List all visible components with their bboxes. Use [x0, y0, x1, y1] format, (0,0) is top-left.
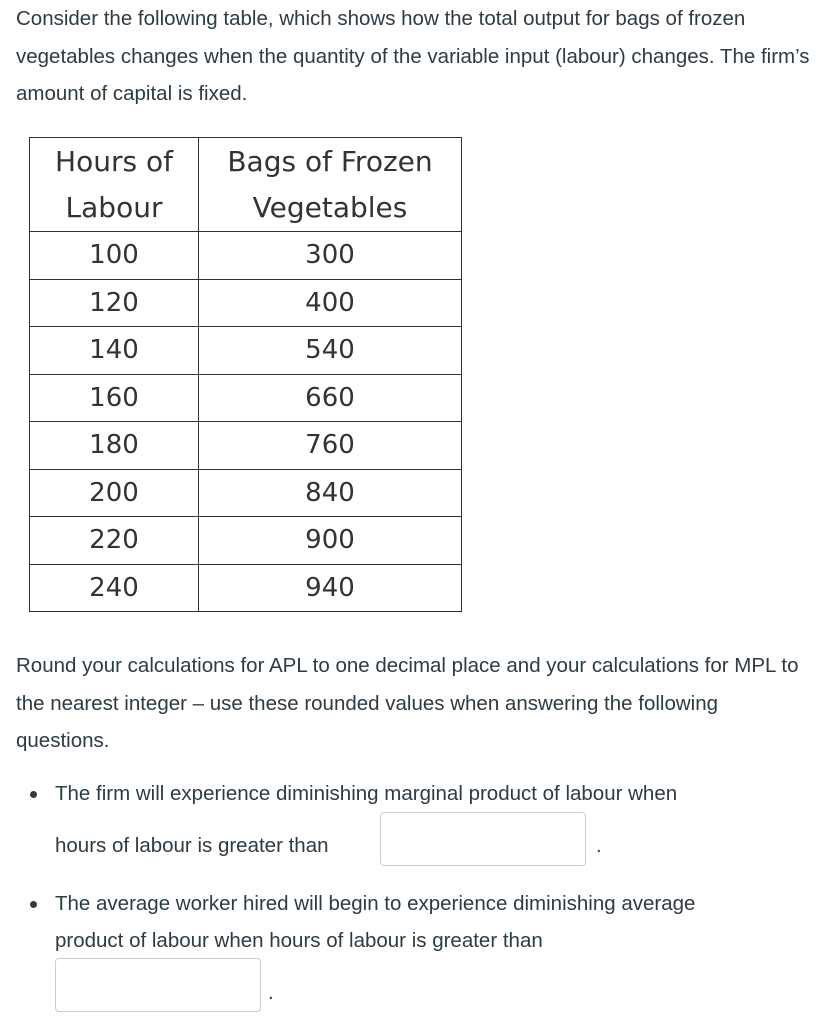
question-1-text-2: hours of labour is greater than [55, 834, 329, 857]
table-row [30, 279, 462, 327]
question-2-text: The average worker hired will begin to experience diminishing average [55, 892, 696, 915]
bags-cell: 300 [199, 232, 462, 280]
hours-cell: 120 [30, 279, 199, 327]
table-row [30, 232, 462, 280]
hours-cell: 160 [30, 374, 199, 422]
header-hours-of-labour: Hours of Labour [30, 138, 199, 232]
table-row [30, 327, 462, 375]
hours-cell: 220 [30, 517, 199, 565]
bullet-icon [30, 791, 37, 798]
table-header-row [30, 138, 462, 232]
hours-cell: 240 [30, 564, 199, 612]
bags-cell: 900 [199, 517, 462, 565]
answer-input-1[interactable] [380, 812, 586, 866]
table-row [30, 374, 462, 422]
header-bags-of-frozen-vegetables: Bags of Frozen Vegetables [199, 138, 462, 232]
period: . [268, 982, 274, 1004]
table-row [30, 564, 462, 612]
hours-cell: 140 [30, 327, 199, 375]
hours-cell: 180 [30, 422, 199, 470]
intro-text: Consider the following table, which shows how the total output for bags of frozen vegetables changes when the quantity of the variable input (labour) changes. The firm’s amount of capital is fixed. [16, 7, 810, 105]
hours-cell: 100 [30, 232, 199, 280]
question-1-text: The firm will experience diminishing marginal product of labour when [55, 782, 678, 805]
table-row [30, 469, 462, 517]
bullet-icon [30, 901, 37, 908]
answer-input-2[interactable] [55, 958, 261, 1012]
bags-cell: 660 [199, 374, 462, 422]
bags-cell: 940 [199, 564, 462, 612]
table-row [30, 422, 462, 470]
bags-cell: 540 [199, 327, 462, 375]
period: . [596, 835, 602, 857]
question-2-text-2: product of labour when hours of labour is greater than [55, 929, 543, 952]
instructions-text: Round your calculations for APL to one decimal place and your calculations for MPL to the nearest integer – use these rounded values when answering the following questions. [16, 654, 799, 752]
bags-cell: 760 [199, 422, 462, 470]
hours-cell: 200 [30, 469, 199, 517]
table-row [30, 517, 462, 565]
production-table [29, 137, 462, 612]
bags-cell: 400 [199, 279, 462, 327]
bags-cell: 840 [199, 469, 462, 517]
